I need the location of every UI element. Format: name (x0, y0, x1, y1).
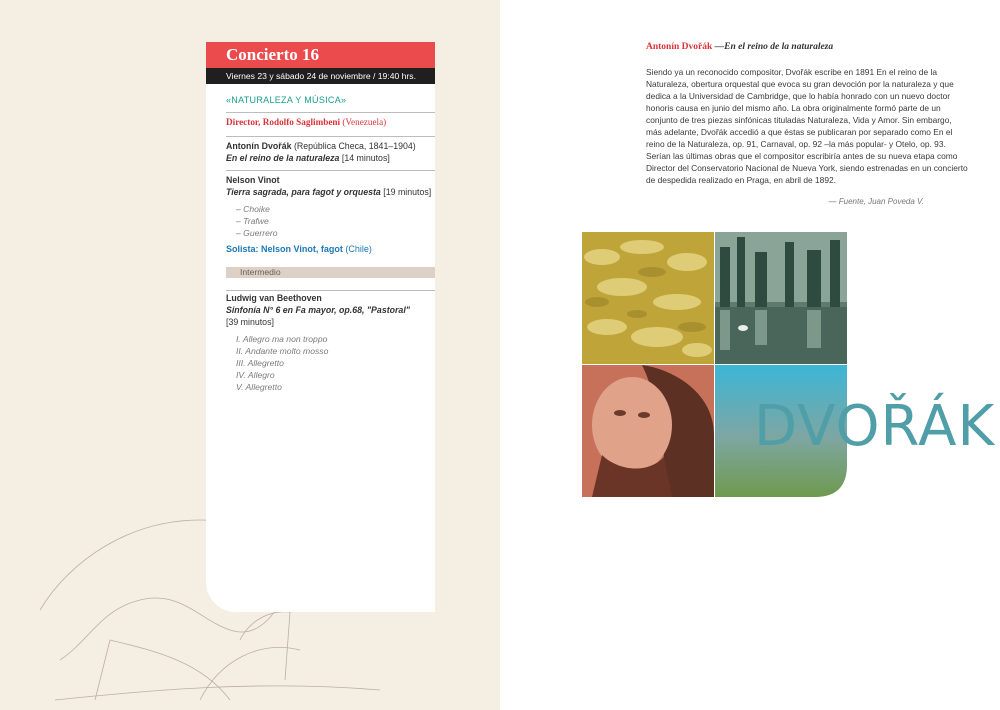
divider (226, 136, 435, 137)
article-title (646, 42, 833, 52)
movement-item: II. Andante molto mosso (236, 346, 329, 356)
work-duration: [14 minutos] (341, 153, 390, 163)
movement-item: III. Allegretto (236, 358, 284, 368)
program-item-vinot (226, 174, 435, 198)
director-line (226, 117, 435, 127)
movement-list-beethoven (236, 333, 416, 393)
work-title: Tierra sagrada, para fagot y orquesta (226, 187, 381, 197)
work-duration: [19 minutos] (383, 187, 432, 197)
movement-item: I. Allegro ma non troppo (236, 334, 328, 344)
soloist-country: (Chile) (345, 244, 372, 254)
movement-item: – Choike (236, 204, 270, 214)
intermission-bar: Intermedio (226, 267, 435, 278)
soloist-name: Solista: Nelson Vinot, fagot (226, 244, 343, 254)
movement-item: – Guerrero (236, 228, 278, 238)
concert-date: Viernes 23 y sábado 24 de noviembre / 19:40 hrs. (206, 68, 435, 84)
divider (226, 112, 435, 113)
concert-theme: «NATURALEZA Y MÚSICA» (226, 95, 347, 105)
article-title-name: Antonín Dvořák (646, 42, 713, 52)
forest-lake-image (715, 232, 847, 364)
composer-name: Ludwig van Beethoven (226, 293, 322, 303)
program-card (206, 42, 435, 612)
work-title: En el reino de la naturaleza (226, 153, 340, 163)
director-name: Director, Rodolfo Saglimbeni (226, 117, 341, 127)
soloist-line (226, 244, 435, 254)
program-item-dvorak (226, 140, 435, 164)
work-duration: [39 minutos] (226, 317, 274, 327)
dvorak-wordmark: DVOŘÁK (754, 394, 996, 459)
director-country: (Venezuela) (342, 117, 387, 127)
dvorak-portrait-image (582, 365, 714, 497)
composer-info: (República Checa, 1841–1904) (293, 141, 416, 151)
movement-item: V. Allegretto (236, 382, 282, 392)
clouds-image (582, 232, 714, 364)
program-item-beethoven (226, 292, 435, 328)
composer-name: Antonín Dvořák (226, 141, 292, 151)
movement-item: – Trafwe (236, 216, 269, 226)
right-page (500, 0, 1000, 710)
article-body: Siendo ya un reconocido compositor, Dvořák escribe en 1891 En el reino de la Naturaleza, obertura orquestal que evoca su gran devoción por la naturaleza y que dedica a la Universidad de Cambridge, que lo había honrado con un nuevo doctor honoris causa en junio del mismo año. La obra originalmente formó parte de un conjunto de tres piezas sinfónicas tituladas Naturaleza, Vida y Amor. Sin embargo, más adelante, Dvořák accedió a que éstas se publicaran por separado como En el reino de la Naturaleza, op. 91, Carnaval, op. 92 –la más popular- y Otelo, op. 93. Serían las últimas obras que el compositor escribiría antes de su nueva etapa como Director del Conservatorio Nacional de Nueva York, siendo estrenadas en un concierto de despedida realizado en Praga, en abril de 1892. (646, 67, 968, 185)
composer-name: Nelson Vinot (226, 175, 280, 185)
work-title: Sinfonía N° 6 en Fa mayor, op.68, "Pastoral" (226, 305, 410, 315)
article-source: — Fuente, Juan Poveda V. (828, 197, 924, 206)
movement-item: IV. Allegro (236, 370, 275, 380)
movement-list-vinot (236, 203, 416, 239)
divider (226, 170, 435, 171)
concert-title: Concierto 16 (206, 42, 435, 68)
divider (226, 290, 435, 291)
article-title-rest: —En el reino de la naturaleza (712, 42, 834, 52)
